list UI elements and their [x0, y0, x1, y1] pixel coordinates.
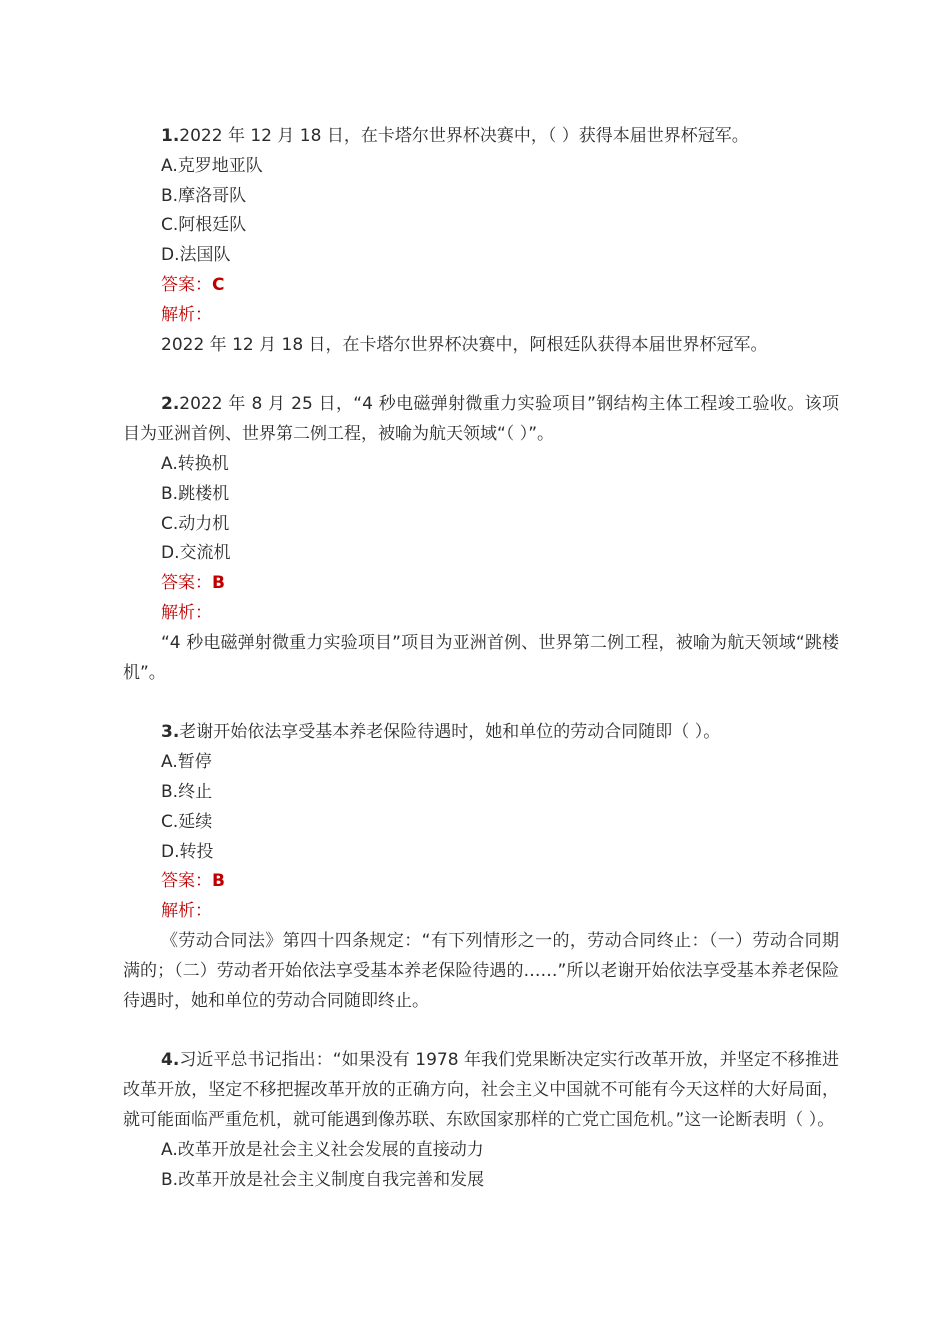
- option-c: C.延续: [161, 811, 213, 832]
- analysis-text: “4 秒电磁弹射微重力实验项目”项目为亚洲首例、世界第二例工程，被喻为航天领域“跳楼机”。: [123, 632, 839, 683]
- question-text: 2022 年 12 月 18 日，在卡塔尔世界杯决赛中，（ ）获得本届世界杯冠军。: [179, 126, 749, 146]
- option-b: B.改革开放是社会主义制度自我完善和发展: [161, 1169, 485, 1190]
- question-text: 老谢开始依法享受基本养老保险待遇时，她和单位的劳动合同随即（ ）。: [179, 722, 721, 743]
- question-stem: [123, 122, 839, 152]
- question-4: [123, 1046, 839, 1195]
- option-c: C.动力机: [161, 513, 230, 534]
- question-stem: [123, 1046, 839, 1135]
- question-3: [123, 718, 839, 1016]
- analysis-text: 2022 年 12 月 18 日，在卡塔尔世界杯决赛中，阿根廷队获得本届世界杯冠军。: [161, 334, 768, 355]
- option-a: A.暂停: [161, 752, 212, 773]
- option-d: D.法国队: [161, 245, 231, 266]
- answer-label: 答案：: [161, 871, 212, 892]
- analysis-label: 解析：: [161, 602, 212, 623]
- answer-line: [123, 271, 839, 301]
- option-a: A.改革开放是社会主义社会发展的直接动力: [161, 1139, 484, 1160]
- answer-label: 答案：: [161, 573, 212, 594]
- question-number: 3.: [161, 722, 180, 743]
- question-1: [123, 122, 839, 360]
- question-text: 2022 年 8 月 25 日，“4 秒电磁弹射微重力实验项目”钢结构主体工程竣工验收。该项目为亚洲首例、世界第二例工程，被喻为航天领域“（ ）”。: [123, 394, 839, 445]
- option-a: A.转换机: [161, 453, 229, 474]
- question-number: 1.: [161, 126, 180, 146]
- question-stem: [123, 718, 839, 748]
- option-b: B.摩洛哥队: [161, 185, 247, 206]
- option-b: B.跳楼机: [161, 483, 230, 504]
- option-b: B.终止: [161, 781, 213, 802]
- answer-value: B: [212, 573, 225, 594]
- question-stem: [123, 390, 839, 450]
- option-d: D.交流机: [161, 543, 231, 564]
- question-2: [123, 390, 839, 688]
- question-number: 2.: [161, 394, 180, 415]
- analysis-label: 解析：: [161, 304, 212, 325]
- question-document: [123, 122, 839, 1195]
- answer-line: [123, 867, 839, 897]
- option-d: D.转投: [161, 841, 214, 862]
- question-text: 习近平总书记指出：“如果没有 1978 年我们党果断决定实行改革开放，并坚定不移推进改革开放，坚定不移把握改革开放的正确方向，社会主义中国就不可能有今天这样的大好局面，就可能面临严重危机，就可能遇到像苏联、东欧国家那样的亡党亡国危机。”这一论断表明（ ）。: [123, 1050, 839, 1130]
- analysis-label: 解析：: [161, 901, 212, 922]
- answer-value: C: [212, 274, 225, 295]
- option-a: A.克罗地亚队: [161, 155, 263, 176]
- answer-label: 答案：: [161, 274, 212, 295]
- answer-value: B: [212, 871, 225, 892]
- answer-line: [123, 569, 839, 599]
- analysis-text: 《劳动合同法》第四十四条规定：“有下列情形之一的，劳动合同终止：（一）劳动合同期满的；（二）劳动者开始依法享受基本养老保险待遇的……”所以老谢开始依法享受基本养老保险待遇时，她和单位的劳动合同随即终止。: [123, 930, 839, 1011]
- question-number: 4.: [161, 1050, 180, 1071]
- option-c: C.阿根廷队: [161, 215, 247, 236]
